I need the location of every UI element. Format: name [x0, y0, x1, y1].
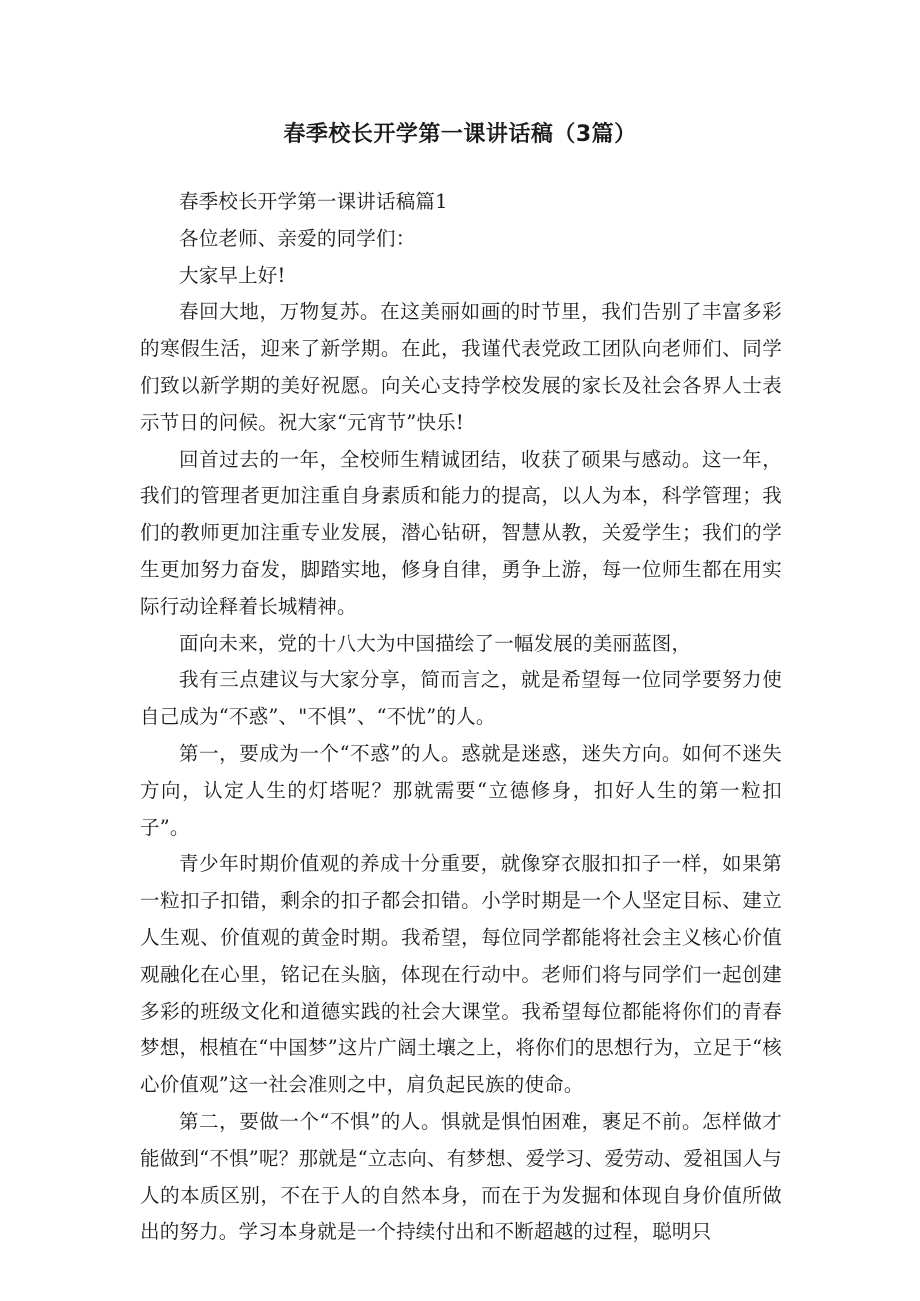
greeting: 大家早上好! [179, 263, 286, 287]
document-body [140, 184, 782, 1251]
paragraph: 春回大地，万物复苏。在这美丽如画的时节里，我们告别了丰富多彩的寒假生活，迎来了新学期。在此，我谨代表党政工团队向老师们、同学们致以新学期的美好祝愿。向关心支持学校发展的家长及社会各界人士表示节日的问候。祝大家“元宵节”快乐! [140, 300, 782, 434]
paragraph: 第二，要做一个“不惧”的人。惧就是惧怕困难，裹足不前。怎样做才能做到“不惧”呢？那就是“立志向、有梦想、爱学习、爱劳动、爱祖国人与人的本质区别，不在于人的自然本身，而在于为发掘和体现自身价值所做出的努力。学习本身就是一个持续付出和不断超越的过程，聪明只 [140, 1109, 782, 1244]
salutation: 各位老师、亲爱的同学们： [179, 226, 416, 250]
paragraph: 第一，要成为一个“不惑”的人。惑就是迷惑，迷失方向。如何不迷失方向，认定人生的灯塔呢？那就需要“立德修身，扣好人生的第一粒扣子”。 [140, 741, 782, 839]
paragraph: 青少年时期价值观的养成十分重要，就像穿衣服扣扣子一样，如果第一粒扣子扣错，剩余的扣子都会扣错。小学时期是一个人坚定目标、建立人生观、价值观的黄金时期。我希望，每位同学都能将社会主义核心价值观融化在心里，铭记在头脑，体现在行动中。老师们将与同学们一起创建多彩的班级文化和道德实践的社会大课堂。我希望每位都能将你们的青春梦想，根植在“中国梦”这片广阔土壤之上，将你们的思想行为，立足于“核心价值观”这一社会准则之中，肩负起民族的使命。 [140, 852, 782, 1097]
section-heading: 春季校长开学第一课讲话稿篇1 [179, 190, 448, 213]
paragraph: 回首过去的一年，全校师生精诚团结，收获了硕果与感动。这一年，我们的管理者更加注重自身素质和能力的提高，以人为本，科学管理；我们的教师更加注重专业发展，潜心钻研，智慧从教，关爱学生；我们的学生更加努力奋发，脚踏实地，修身自律，勇争上游，每一位师生都在用实际行动诠释着长城精神。 [140, 447, 782, 618]
paragraph: 我有三点建议与大家分享，简而言之，就是希望每一位同学要努力使自己成为“不惑”、"不惧”、“不忧”的人。 [140, 668, 782, 729]
document-title: 春季校长开学第一课讲话稿（3篇） [283, 122, 637, 147]
paragraph: 面向未来，党的十八大为中国描绘了一幅发展的美丽蓝图， [179, 631, 692, 655]
